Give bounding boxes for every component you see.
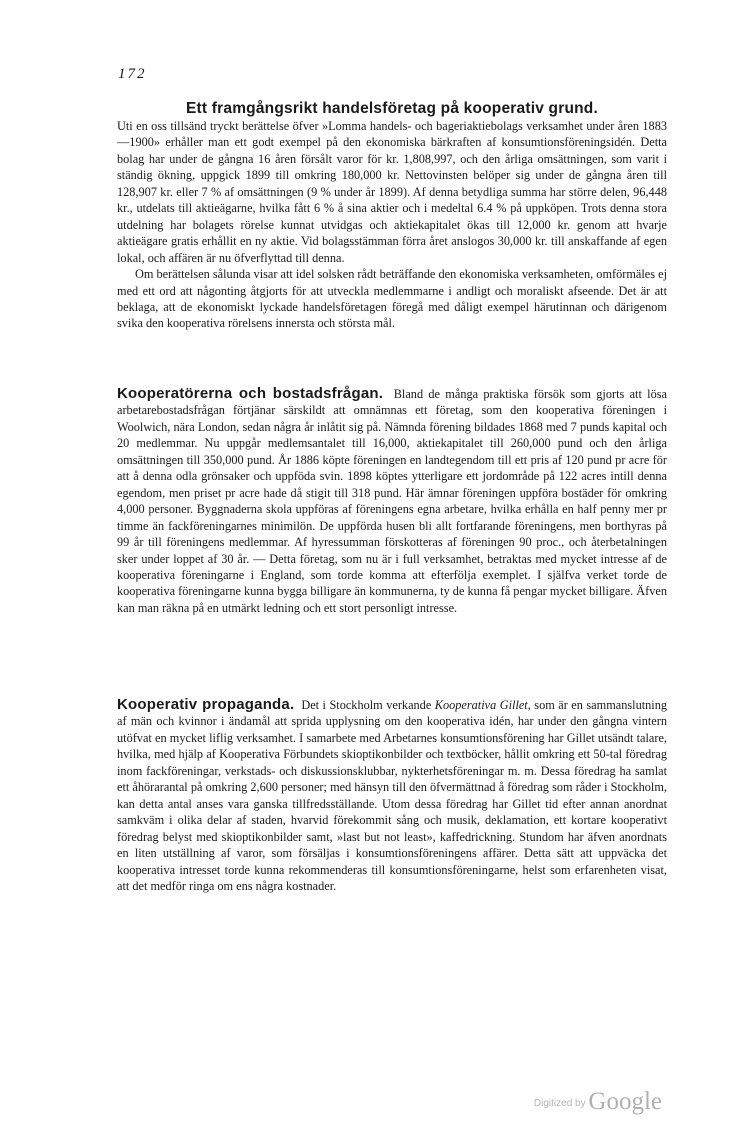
paragraph-propaganda — [117, 697, 667, 894]
section-propaganda — [117, 697, 667, 894]
section-housing — [117, 386, 667, 616]
housing-body: Bland de många praktiska försök som gjorts att lösa arbetarebostadsfrågan förtjänar särskildt att omnämnas ett företag, som den kooperativa föreningen i Woolwich, nära London, sedan några år inlåtit sig på. Nämnda förening bildades 1868 med 7 punds kapital och 20 medlemmar. Nu uppgår medlemsantalet till 16,000, aktiekapitalet till 260,000 pund och den årliga omsättningen till 350,000 pund. År 1886 köpte föreningen en landtegendom till ett pris af 120 pund pr acre för att å denna odla grönsaker och uppföda svin. 1898 köptes ytterligare ett jordområde på 122 acres intill denna egendom, men priset pr acre hade då stigit till 318 pund. Här ämnar föreningen uppföra bostäder för omkring 4,000 personer. Byggnaderna skola uppföras af föreningens egna arbetare, hvilka erhålla en half penny mer pr timme än fackföreningarnes minimilön. De uppförda husen bli allt fortfarande föreningens, men borthyras på 99 år till föreningens medlemmar. Af hyressumman förskotteras af föreningen 90 proc., och återbetalningen sker under loppet af 30 år. — Detta företag, som nu är i full verksamhet, betraktas med mycket intresse af de kooperativa föreningarne i England, som torde komma att efterfölja exemplet. I själfva verket torde de kooperativa föreningarne kunna bygga billigare än kommunerna, ty de kunna få pengar mycket billigare. Äfven kan man räkna på en utmärkt ledning och ett stort personligt intresse. — [117, 387, 667, 615]
section-title-housing: Kooperatörerna och bostadsfrågan. — [117, 385, 384, 402]
propaganda-italic-name: Kooperativa Gillet — [434, 698, 528, 712]
digitized-by-text: Digitized by — [533, 1098, 586, 1109]
paragraph-lomma-1: Uti en oss tillsänd tryckt berättelse öfver »Lomma handels- och bageriaktiebolags verksamhet under åren 1883—1900» erhåller man ett godt exempel på den ekonomiska bärkraften af konsumtionsföreningsidén. Detta bolag har under de gångna 16 åren försålt varor för kr. 1,808,997, och den årliga omsättningen, som varit i ständig ökning, uppgick 1899 till omkring 180,000 kr. Nettovinsten belöper sig under de gångna åren till 128,907 kr. eller 7 % af omsättningen (9 % under år 1899). Af denna betydliga summa har större delen, 96,448 kr., utdelats till aktieägarne, hvilka fått 6 % å sina aktier och i medeltal 6.4 % på uppköpen. Trots denna stora utdelning har bolagets rörelse kunnat utvidgas och aktiekapitalet ökas till 12,000 kr. genom att hvarje aktieägare gratis erhållit en ny aktie. Vid bolagsstämman förra året anslogos 30,000 kr. till anskaffande af egen lokal, och affären är nu öfverflyttad till denna. — [117, 119, 667, 265]
google-logo: Google — [588, 1088, 662, 1115]
section-lomma — [117, 100, 667, 332]
section-title-lomma: Ett framgångsrikt handelsföretag på kooperativ grund. — [186, 100, 598, 117]
page-number: 172 — [118, 66, 147, 82]
digitized-by-watermark — [534, 1088, 662, 1116]
section-title-propaganda: Kooperativ propaganda. — [117, 696, 295, 713]
paragraph-lomma-2: Om berättelsen sålunda visar att idel solsken rådt beträffande den ekonomiska verksamheten, omförmäles ej med ett ord att någonting åtgjorts för att utveckla medlemmarne i andligt och moraliskt afseende. Det är att beklaga, att de ekonomiskt lyckade handelsföretagen föregå med dåligt exempel härutinnan och därigenom svika den kooperativa rörelsens innersta och största mål. — [117, 267, 667, 331]
propaganda-body: , som är en sammanslutning af män och kvinnor i ändamål att sprida upplysning om den kooperativa idén, har under den gångna vintern utöfvat en mycket liflig verksamhet. I samarbete med Arbetarnes konsumtionsförening har Gillet utsändt talare, hvilka, med hjälp af Kooperativa Förbundets skioptikonbilder och textböcker, hållit omkring ett 50-tal föredrag inom fackföreningar, verkstads- och diskussionsklubbar, nykterhetsföreningar m. m. Dessa föredrag ha samlat ett åhörarantal på omkring 2,600 personer; med hänsyn till den öfvermättnad å föredrag som råder i Stockholm, kan detta antal anses vara ganska tillfredsställande. Utom dessa föredrag har Gillet tid efter annan anordnat samkväm i olika delar af staden, hvarvid förekommit sång och musik, deklamation, ett kortare kooperativt föredrag belyst med skioptikonbilder samt, »last but not least», kaffedrickning. Stundom har äfven anordnats en liten utställning af varor, som försäljas i konsumtionsföreningens affärer. Detta sätt att uppväcka det kooperativa intresset torde kunna rekommenderas till konsumtionsföreningarne, helst som erfarenheten visat, att det medför ringa om ens några kostnader. — [117, 698, 667, 893]
propaganda-lead: Det i Stockholm verkande — [301, 698, 432, 712]
paragraph-housing — [117, 386, 667, 616]
